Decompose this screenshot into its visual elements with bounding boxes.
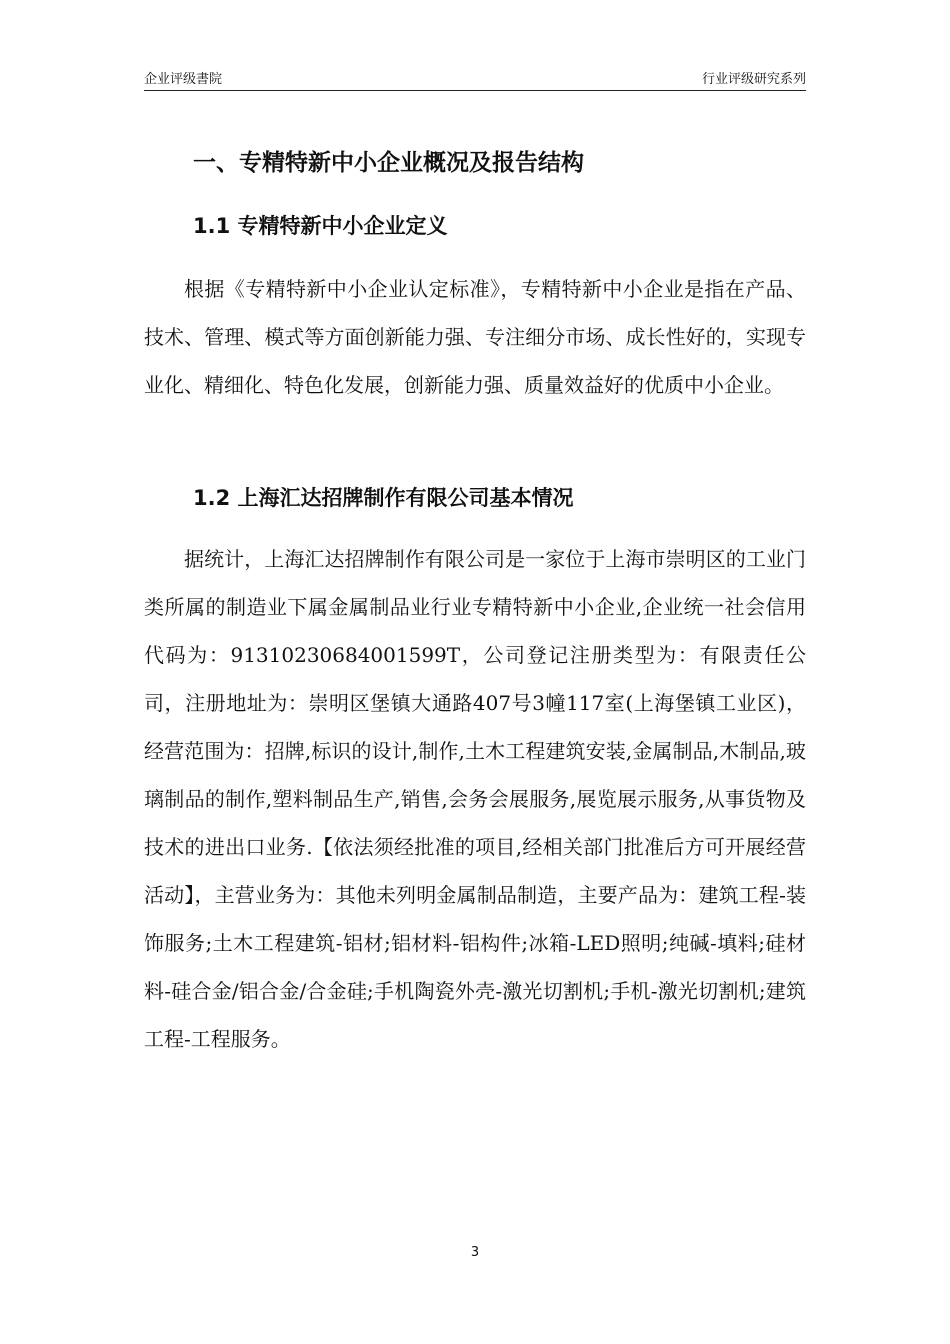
header-left-text: 企业评级書院 [144, 72, 223, 87]
page-number: 3 [470, 1245, 480, 1260]
page-header [144, 64, 806, 91]
subsection-heading-company: 1.2 上海汇达招牌制作有限公司基本情况 [193, 486, 574, 510]
subsection-heading-definition: 1.1 专精特新中小企业定义 [193, 214, 448, 238]
section-heading: 一、专精特新中小企业概况及报告结构 [193, 150, 584, 176]
definition-paragraph: 根据《专精特新中小企业认定标准》，专精特新中小企业是指在产品、技术、管理、模式等方面创新能力强、专注细分市场、成长性好的，实现专业化、精细化、特色化发展，创新能力强、质量效益好的优质中小企业。 [144, 277, 806, 397]
header-right-text: 行业评级研究系列 [701, 72, 806, 87]
company-paragraph: 据统计，上海汇达招牌制作有限公司是一家位于上海市崇明区的工业门类所属的制造业下属金属制品业行业专精特新中小企业,企业统一社会信用代码为：91310230684001599T，公司登记注册类型为：有限责任公司，注册地址为：崇明区堡镇大通路407号3幢117室(上海堡镇工业区)，经营范围为：招牌,标识的设计,制作,土木工程建筑安装,金属制品,木制品,玻璃制品的制作,塑料制品生产,销售,会务会展服务,展览展示服务,从事货物及技术的进出口业务.【依法须经批准的项目,经相关部门批准后方可开展经营活动】，主营业务为：其他未列明金属制品制造，主要产品为：建筑工程-装饰服务;土木工程建筑-铝材;铝材料-铝构件;冰箱-LED照明;纯碱-填料;硅材料-硅合金/铝合金/合金硅;手机陶瓷外壳-激光切割机;手机-激光切割机;建筑工程-工程服务。 [144, 547, 806, 1051]
